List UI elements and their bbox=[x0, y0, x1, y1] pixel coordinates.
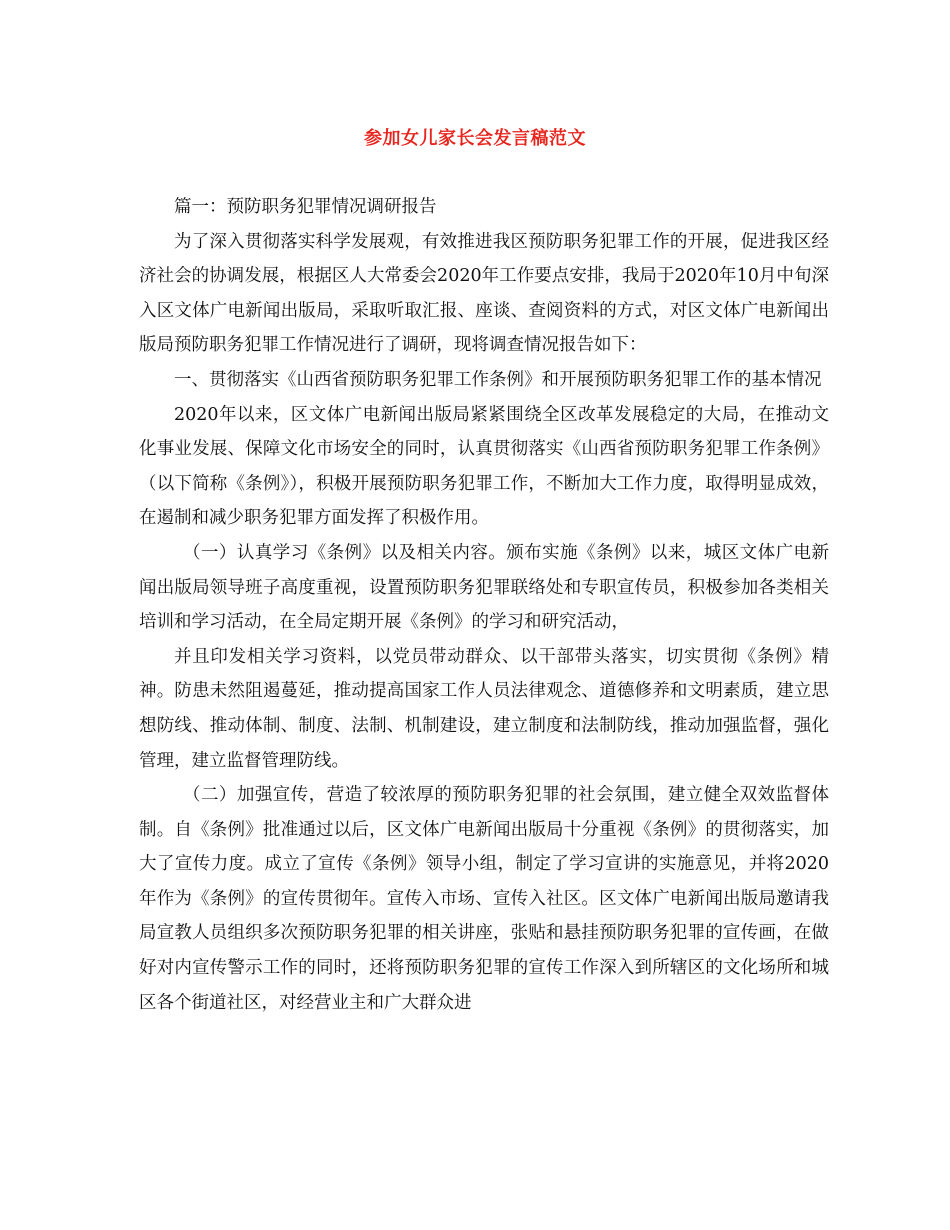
section-heading: 篇一：预防职务犯罪情况调研报告 bbox=[174, 197, 437, 217]
paragraph: 并且印发相关学习资料，以党员带动群众、以干部带头落实，切实贯彻《条例》精神。防患未然阻遏蔓延，推动提高国家工作人员法律观念、道德修养和文明素质，建立思想防线、推动体制、制度、法制、机制建设，建立制度和法制防线，推动加强监督，强化管理，建立监督管理防线。 bbox=[139, 646, 829, 771]
section-heading: 一、贯彻落实《山西省预防职务犯罪工作条例》和开展预防职务犯罪工作的基本情况 bbox=[174, 369, 822, 390]
paragraph: （二）加强宣传，营造了较浓厚的预防职务犯罪的社会氛围，建立健全双效监督体制。自《条例》批准通过以后，区文体广电新闻出版局十分重视《条例》的贯彻落实，加大了宣传力度。成立了宣传《条例》领导小组，制定了学习宣讲的实施意见，并将2020年作为《条例》的宣传贯彻年。宣传入市场、宣传入社区。区文体广电新闻出版局邀请我局宣教人员组织多次预防职务犯罪的相关讲座，张贴和悬挂预防职务犯罪的宣传画，在做好对内宣传警示工作的同时，还将预防职务犯罪的宣传工作深入到所辖区的文化场所和城区各个街道社区，对经营业主和广大群众进 bbox=[139, 785, 829, 1013]
paragraph: （一）认真学习《条例》以及相关内容。颁布实施《条例》以来，城区文体广电新闻出版局领导班子高度重视，设置预防职务犯罪联络处和专职宣传员，积极参加各类相关培训和学习活动，在全局定期开展《条例》的学习和研究活动， bbox=[139, 542, 829, 633]
paragraph: 为了深入贯彻落实科学发展观，有效推进我区预防职务犯罪工作的开展，促进我区经济社会的协调发展，根据区人大常委会2020年工作要点安排，我局于2020年10月中旬深入区文体广电新闻出版局，采取听取汇报、座谈、查阅资料的方式，对区文体广电新闻出版局预防职务犯罪工作情况进行了调研，现将调查情况报告如下： bbox=[139, 231, 829, 356]
document-title: 参加女儿家长会发言稿范文 bbox=[364, 128, 586, 149]
document-body bbox=[139, 190, 829, 1020]
paragraph: 2020年以来，区文体广电新闻出版局紧紧围绕全区改革发展稳定的大局，在推动文化事业发展、保障文化市场安全的同时，认真贯彻落实《山西省预防职务犯罪工作条例》（以下简称《条例》），积极开展预防职务犯罪工作，不断加大工作力度，取得明显成效，在遏制和减少职务犯罪方面发挥了积极作用。 bbox=[139, 404, 829, 529]
